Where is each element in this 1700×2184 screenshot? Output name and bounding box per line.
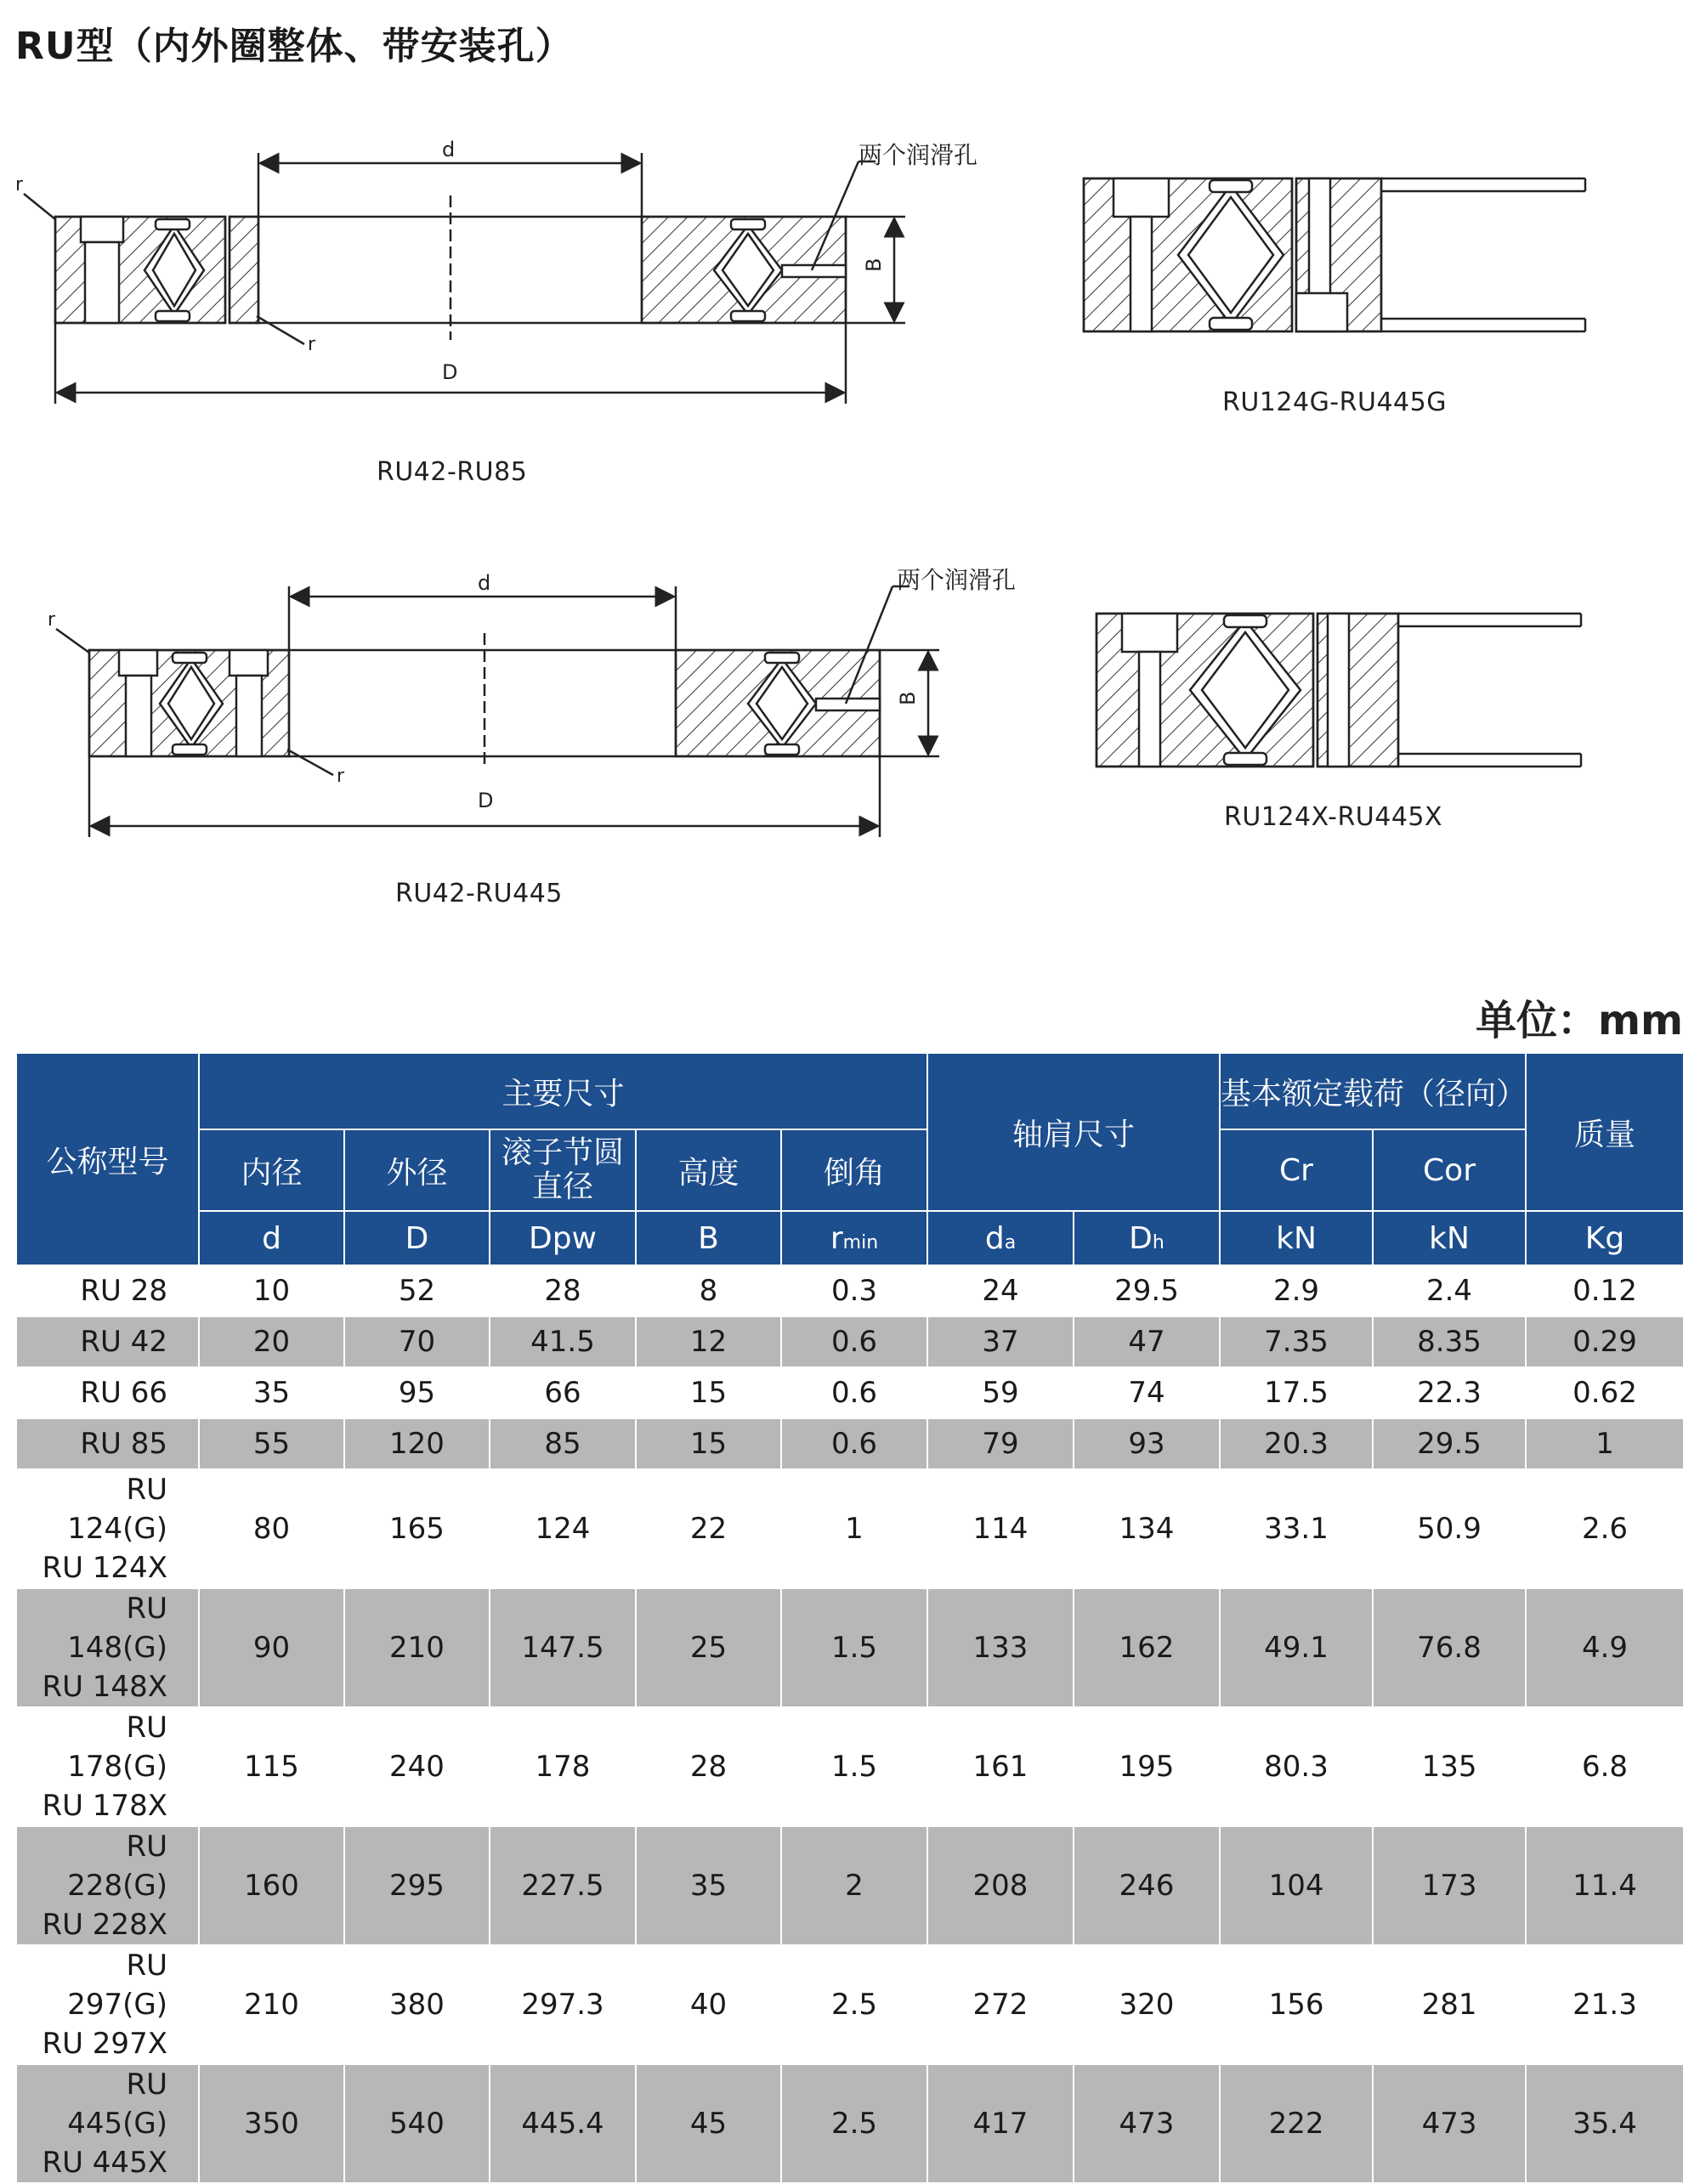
cell-dpw: 66	[490, 1367, 636, 1418]
model-cell	[16, 1826, 199, 1945]
model-line-1: RU 28	[80, 1274, 167, 1308]
table-row	[16, 1707, 1684, 1826]
cell-mass: 11.4	[1526, 1826, 1684, 1945]
model-cell	[16, 1418, 199, 1469]
cell-d: 115	[199, 1707, 344, 1826]
fig3-label-r2: r	[337, 766, 345, 787]
cell-mass: 0.62	[1526, 1367, 1684, 1418]
shoulder-da-text: d	[984, 1220, 1005, 1256]
cell-dh: 473	[1074, 2064, 1220, 2183]
cell-r: 1.5	[781, 1707, 927, 1826]
cell-cr: 104	[1220, 1826, 1373, 1945]
cell-cor: 8.35	[1373, 1316, 1526, 1367]
fig1-label-r1: r	[15, 174, 24, 195]
cell-dh: 74	[1074, 1367, 1220, 1418]
header-mass-unit: Kg	[1526, 1211, 1684, 1265]
fig1-label-d: d	[442, 138, 456, 161]
cell-da: 114	[927, 1469, 1074, 1588]
fig3-label-d: d	[478, 571, 491, 595]
cell-D: 120	[344, 1418, 490, 1469]
spec-table-body	[16, 1265, 1684, 2183]
table-row	[16, 1265, 1684, 1316]
cell-D: 210	[344, 1588, 490, 1707]
header-chamfer-sym	[781, 1211, 927, 1265]
cell-dh: 320	[1074, 1945, 1220, 2064]
cell-d: 90	[199, 1588, 344, 1707]
header-cor-unit: kN	[1373, 1211, 1526, 1265]
fig1-caption: RU42-RU85	[377, 457, 528, 487]
header-height-sym: B	[636, 1211, 781, 1265]
cell-mass: 0.29	[1526, 1316, 1684, 1367]
model-line-1: RU 297(G)	[67, 1949, 167, 2022]
model-line-1: RU 178(G)	[67, 1711, 167, 1784]
cell-b: 12	[636, 1316, 781, 1367]
cell-r: 0.6	[781, 1418, 927, 1469]
table-row	[16, 1588, 1684, 1707]
model-cell	[16, 2064, 199, 2183]
cell-dpw: 85	[490, 1418, 636, 1469]
cell-d: 20	[199, 1316, 344, 1367]
drawing-ru124x-ru445x	[1096, 614, 1581, 767]
cell-dh: 162	[1074, 1588, 1220, 1707]
model-cell	[16, 1588, 199, 1707]
header-height: 高度	[636, 1129, 781, 1211]
model-cell	[16, 1945, 199, 2064]
header-shoulder-da	[927, 1211, 1074, 1265]
fig3-label-D: D	[478, 789, 494, 812]
table-row	[16, 1945, 1684, 2064]
cell-d: 210	[199, 1945, 344, 2064]
cell-b: 8	[636, 1265, 781, 1316]
cell-r: 2.5	[781, 1945, 927, 2064]
cell-cor: 173	[1373, 1826, 1526, 1945]
cell-mass: 4.9	[1526, 1588, 1684, 1707]
cell-r: 2.5	[781, 2064, 927, 2183]
cell-mass: 1	[1526, 1418, 1684, 1469]
cell-D: 95	[344, 1367, 490, 1418]
shoulder-Da-text: D	[1129, 1220, 1153, 1256]
drawing-ru42-ru85	[24, 153, 905, 404]
cell-cr: 2.9	[1220, 1265, 1373, 1316]
cell-cor: 76.8	[1373, 1588, 1526, 1707]
model-line-2: RU 445X	[42, 2146, 167, 2180]
cell-b: 28	[636, 1707, 781, 1826]
header-cor: Cor	[1373, 1129, 1526, 1211]
cell-cor: 281	[1373, 1945, 1526, 2064]
fig1-lube-holes-label: 两个润滑孔	[858, 141, 978, 169]
cell-cor: 2.4	[1373, 1265, 1526, 1316]
cell-d: 160	[199, 1826, 344, 1945]
cell-da: 161	[927, 1707, 1074, 1826]
header-roller-pitch: 滚子节圆直径	[490, 1129, 636, 1211]
model-line-2: RU 148X	[42, 1670, 167, 1704]
model-line-1: RU 124(G)	[67, 1473, 167, 1546]
cell-da: 272	[927, 1945, 1074, 2064]
cell-dpw: 124	[490, 1469, 636, 1588]
cell-da: 133	[927, 1588, 1074, 1707]
header-mass: 质量	[1526, 1053, 1684, 1211]
header-model: 公称型号	[16, 1053, 199, 1265]
header-chamfer: 倒角	[781, 1129, 927, 1211]
cell-d: 55	[199, 1418, 344, 1469]
cell-r: 0.3	[781, 1265, 927, 1316]
technical-drawings	[0, 0, 1700, 935]
cell-mass: 35.4	[1526, 2064, 1684, 2183]
header-inner-dia: 内径	[199, 1129, 344, 1211]
model-line-1: RU 445(G)	[67, 2068, 167, 2141]
cell-cor: 473	[1373, 2064, 1526, 2183]
fig1-label-D: D	[442, 360, 458, 384]
cell-dh: 195	[1074, 1707, 1220, 1826]
model-cell	[16, 1316, 199, 1367]
cell-dpw: 445.4	[490, 2064, 636, 2183]
model-cell	[16, 1469, 199, 1588]
cell-D: 295	[344, 1826, 490, 1945]
drawing-ru124g-ru445g	[1084, 178, 1585, 331]
unit-label: 单位：mm	[1475, 997, 1683, 1044]
fig1-label-r2: r	[308, 334, 316, 355]
cell-d: 80	[199, 1469, 344, 1588]
model-cell	[16, 1265, 199, 1316]
cell-D: 540	[344, 2064, 490, 2183]
header-inner-dia-sym: d	[199, 1211, 344, 1265]
model-line-2: RU 124X	[42, 1551, 167, 1585]
fig1-label-B: B	[862, 257, 886, 272]
shoulder-Da-sub: h	[1152, 1231, 1164, 1253]
cell-da: 37	[927, 1316, 1074, 1367]
table-row	[16, 1469, 1684, 1588]
cell-cor: 50.9	[1373, 1469, 1526, 1588]
header-roller-pitch-sym: Dpw	[490, 1211, 636, 1265]
header-cr-unit: kN	[1220, 1211, 1373, 1265]
cell-D: 70	[344, 1316, 490, 1367]
model-line-1: RU 85	[80, 1427, 167, 1461]
cell-mass: 0.12	[1526, 1265, 1684, 1316]
cell-dpw: 41.5	[490, 1316, 636, 1367]
cell-mass: 21.3	[1526, 1945, 1684, 2064]
cell-dpw: 227.5	[490, 1826, 636, 1945]
cell-r: 0.6	[781, 1316, 927, 1367]
cell-D: 52	[344, 1265, 490, 1316]
cell-b: 25	[636, 1588, 781, 1707]
cell-d: 350	[199, 2064, 344, 2183]
drawing-ru42-ru445	[56, 586, 939, 837]
table-row	[16, 1418, 1684, 1469]
cell-cr: 20.3	[1220, 1418, 1373, 1469]
model-line-2: RU 178X	[42, 1789, 167, 1823]
cell-cr: 7.35	[1220, 1316, 1373, 1367]
cell-cor: 135	[1373, 1707, 1526, 1826]
cell-d: 10	[199, 1265, 344, 1316]
model-line-2: RU 297X	[42, 2027, 167, 2061]
fig3-label-B: B	[896, 691, 920, 705]
header-shoulder: 轴肩尺寸	[927, 1053, 1220, 1211]
cell-r: 2	[781, 1826, 927, 1945]
cell-dh: 29.5	[1074, 1265, 1220, 1316]
cell-cr: 17.5	[1220, 1367, 1373, 1418]
cell-b: 45	[636, 2064, 781, 2183]
cell-cr: 156	[1220, 1945, 1373, 2064]
fig3-label-r1: r	[48, 609, 56, 631]
cell-mass: 6.8	[1526, 1707, 1684, 1826]
table-row	[16, 1316, 1684, 1367]
cell-dh: 134	[1074, 1469, 1220, 1588]
fig4-caption: RU124X-RU445X	[1224, 802, 1443, 832]
shoulder-da-sub: a	[1004, 1231, 1017, 1253]
table-row	[16, 1826, 1684, 1945]
cell-da: 24	[927, 1265, 1074, 1316]
model-line-1: RU 148(G)	[67, 1592, 167, 1665]
cell-da: 59	[927, 1367, 1074, 1418]
cell-cor: 29.5	[1373, 1418, 1526, 1469]
cell-cr: 80.3	[1220, 1707, 1373, 1826]
header-cr: Cr	[1220, 1129, 1373, 1211]
cell-cr: 49.1	[1220, 1588, 1373, 1707]
cell-mass: 2.6	[1526, 1469, 1684, 1588]
model-line-1: RU 66	[80, 1376, 167, 1410]
cell-r: 0.6	[781, 1367, 927, 1418]
cell-d: 35	[199, 1367, 344, 1418]
page-title: RU型（内外圈整体、带安装孔）	[15, 25, 574, 68]
cell-dpw: 178	[490, 1707, 636, 1826]
cell-da: 417	[927, 2064, 1074, 2183]
cell-b: 15	[636, 1418, 781, 1469]
cell-b: 35	[636, 1826, 781, 1945]
cell-b: 15	[636, 1367, 781, 1418]
cell-r: 1	[781, 1469, 927, 1588]
header-outer-dia: 外径	[344, 1129, 490, 1211]
cell-dh: 47	[1074, 1316, 1220, 1367]
cell-da: 208	[927, 1826, 1074, 1945]
model-cell	[16, 1367, 199, 1418]
cell-b: 22	[636, 1469, 781, 1588]
fig3-lube-holes-label: 两个润滑孔	[897, 566, 1017, 594]
cell-D: 380	[344, 1945, 490, 2064]
cell-b: 40	[636, 1945, 781, 2064]
table-row	[16, 2064, 1684, 2183]
model-line-2: RU 228X	[42, 1908, 167, 1942]
model-line-1: RU 228(G)	[67, 1830, 167, 1903]
chamfer-sym-text: r	[830, 1220, 843, 1256]
header-main-dims: 主要尺寸	[199, 1053, 927, 1129]
table-row	[16, 1367, 1684, 1418]
cell-D: 240	[344, 1707, 490, 1826]
cell-cr: 33.1	[1220, 1469, 1373, 1588]
fig3-caption: RU42-RU445	[395, 879, 563, 908]
header-outer-dia-sym: D	[344, 1211, 490, 1265]
cell-dh: 246	[1074, 1826, 1220, 1945]
model-cell	[16, 1707, 199, 1826]
model-line-1: RU 42	[80, 1325, 167, 1359]
spec-table	[15, 1052, 1685, 2184]
cell-dh: 93	[1074, 1418, 1220, 1469]
chamfer-sym-sub: min	[842, 1231, 879, 1253]
cell-cor: 22.3	[1373, 1367, 1526, 1418]
cell-dpw: 147.5	[490, 1588, 636, 1707]
cell-r: 1.5	[781, 1588, 927, 1707]
cell-dpw: 297.3	[490, 1945, 636, 2064]
cell-da: 79	[927, 1418, 1074, 1469]
cell-D: 165	[344, 1469, 490, 1588]
header-load: 基本额定载荷（径向）	[1220, 1053, 1526, 1129]
cell-dpw: 28	[490, 1265, 636, 1316]
fig2-caption: RU124G-RU445G	[1222, 388, 1447, 417]
header-shoulder-Da	[1074, 1211, 1220, 1265]
cell-cr: 222	[1220, 2064, 1373, 2183]
